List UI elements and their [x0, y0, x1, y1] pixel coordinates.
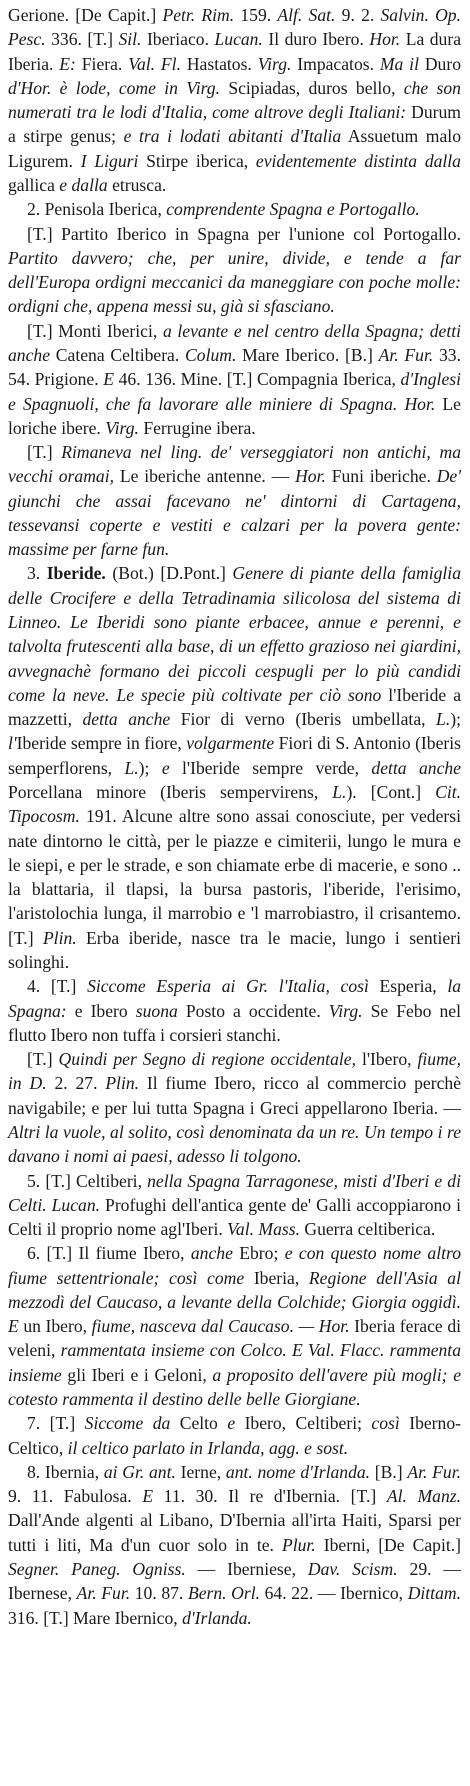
- headword: Iberide.: [46, 563, 106, 584]
- text-run: Il fiume Ibero, ricco al commercio perchè navigabile; e per lui tutta Spagna i Greci appellarono Iberia. —: [8, 1073, 462, 1118]
- text-run: Funi iberiche.: [325, 466, 437, 487]
- italic-text: Ar. Fur.: [378, 344, 434, 365]
- text-run: 7. [T.]: [27, 1413, 85, 1434]
- text-run: Iberia ferace di veleni,: [8, 1316, 462, 1361]
- italic-text: Cit. Tipocosm.: [8, 782, 461, 827]
- italic-text: e: [161, 757, 170, 778]
- text-run: (Bot.) [D.Pont.]: [105, 563, 233, 584]
- dictionary-paragraph: [8, 974, 461, 1047]
- text-run: 3.: [27, 563, 47, 584]
- text-run: Mare Iberico. [B.]: [236, 344, 379, 365]
- text-run: );: [450, 709, 461, 730]
- text-run: un Ibero,: [18, 1316, 92, 1337]
- text-run: Profughi dell'antica gente de' Galli accoppiarono i Celti il proprio nome agl'Iberi.: [8, 1194, 461, 1240]
- italic-text: Virg.: [328, 1000, 363, 1021]
- text-run: Ferrugine ibera.: [138, 417, 256, 438]
- text-run: Fior di verno (Iberis umbellata,: [170, 709, 437, 730]
- text-run: Porcellana minore (Iberis sempervirens,: [8, 782, 333, 802]
- italic-text: detta anche: [371, 757, 461, 778]
- text-run: gli Iberi e i Geloni,: [61, 1364, 213, 1385]
- text-run: Iberni, [De Capit.]: [315, 1534, 461, 1555]
- italic-text: Virg.: [257, 53, 292, 74]
- text-run: Iberia,: [244, 1267, 309, 1288]
- italic-text: Val. Mass.: [227, 1219, 300, 1240]
- text-run: 159.: [234, 5, 278, 25]
- italic-text: Val. Fl.: [128, 53, 181, 74]
- italic-text: Ar. Fur.: [76, 1583, 131, 1604]
- text-run: 2. Penisola Iberica,: [27, 199, 167, 220]
- italic-text: Virg.: [105, 417, 139, 438]
- italic-text: E: [142, 1486, 154, 1507]
- text-run: [T.] Partito Iberico in Spagna per l'unione col Portogallo.: [27, 223, 461, 244]
- text-run: Ibero, Celtiberi;: [235, 1413, 372, 1434]
- text-run: [B.]: [370, 1461, 408, 1482]
- text-run: l'Iberide a mazzetti,: [8, 684, 461, 730]
- text-run: );: [138, 757, 162, 778]
- italic-text: Bern. Orl.: [187, 1583, 261, 1604]
- text-run: Guerra celtiberica.: [299, 1219, 436, 1240]
- dictionary-paragraph: [8, 3, 461, 197]
- text-run: Catena Celtibera.: [50, 344, 186, 365]
- text-run: l'Ibero,: [355, 1049, 418, 1070]
- text-run: l'Iberide sempre verde,: [169, 757, 372, 778]
- italic-text: volgarmente: [186, 733, 275, 754]
- italic-text: Dav. Scism.: [307, 1559, 398, 1579]
- italic-text: d'Hor. è lode, come in Virg.: [8, 77, 220, 98]
- italic-text: De' giunchi che assai facevano ne' dintorni di Cartagena, tessevansi coperte e vestiti e calzari per la povera gente: massime per farne fun.: [8, 466, 461, 560]
- dictionary-paragraph: [8, 1241, 461, 1411]
- italic-text: fiume, in D.: [8, 1049, 461, 1094]
- dictionary-paragraph: [8, 1047, 461, 1168]
- text-run: [T.] Monti Iberici,: [27, 320, 163, 341]
- italic-text: Ma il: [379, 53, 419, 74]
- italic-text: e: [227, 1413, 236, 1434]
- text-run: — Iberniese,: [185, 1559, 308, 1579]
- italic-text: così: [371, 1413, 400, 1434]
- italic-text: L.: [436, 709, 451, 730]
- italic-text: suona: [135, 1000, 178, 1021]
- italic-text: Lucan.: [214, 29, 263, 50]
- italic-text: detta anche: [82, 709, 171, 730]
- text-run: 336. [T.]: [45, 29, 119, 50]
- text-run: Scipiadas, duros bello,: [220, 77, 404, 98]
- text-run: Gerione. [De Capit.]: [8, 5, 163, 25]
- italic-text: Ar. Fur.: [407, 1461, 461, 1482]
- text-run: Erba iberide, nasce tra le macie, lungo i sentieri solinghi.: [8, 927, 461, 972]
- dictionary-paragraph: [8, 1411, 461, 1460]
- italic-text: e con questo nome altro fiume settentrionale; così come: [8, 1243, 461, 1288]
- text-run: Dall'Ande algenti al Libano, D'Ibernia all'irta Haiti, Sparsi per tutti i liti, Ma d'un cuor solo in te.: [8, 1510, 461, 1555]
- text-run: [T.]: [27, 1049, 59, 1070]
- italic-text: L.: [124, 757, 139, 778]
- text-run: 8. Ibernia,: [27, 1461, 104, 1482]
- text-run: Duro: [418, 53, 461, 74]
- italic-text: anche: [190, 1243, 233, 1264]
- italic-text: L.: [332, 782, 347, 802]
- text-run: 4. [T.]: [27, 976, 88, 997]
- dictionary-paragraph: [8, 440, 461, 561]
- italic-text: comprendente Spagna e Portogallo.: [166, 199, 420, 220]
- italic-text: I Liguri: [80, 150, 139, 171]
- text-run: Stirpe iberica,: [138, 150, 256, 171]
- text-run: Fiori di S. Antonio (Iberis semperflorens,: [8, 733, 461, 778]
- italic-text: evidentemente distinta dalla: [255, 150, 461, 171]
- text-run: Fiera.: [75, 53, 129, 74]
- italic-text: la Spagna:: [8, 976, 462, 1021]
- dictionary-paragraph: [8, 1169, 461, 1242]
- italic-text: nella Spagna Tarragonese, misti d'Iberi e di Celti. Lucan.: [8, 1170, 461, 1215]
- text-run: 11. 30. Il re d'Ibernia. [T.]: [153, 1486, 387, 1507]
- text-run: Le loriche ibere.: [8, 393, 461, 438]
- italic-text: Partito davvero; che, per unire, divide, e tende a far dell'Europa ordigni meccanici da maneggiare con poche molle: ordigni che, appena messi su, già si sfasciano.: [8, 247, 461, 317]
- italic-text: Hor.: [295, 466, 326, 487]
- text-run: La dura Iberia.: [8, 29, 462, 74]
- italic-text: ai Gr. ant.: [103, 1461, 176, 1482]
- italic-text: Sil.: [118, 29, 142, 50]
- text-run: Ebro;: [232, 1243, 285, 1264]
- text-run: Iberiaco.: [141, 29, 215, 50]
- italic-text: a levante e nel centro della Spagna; detti anche: [8, 320, 461, 365]
- text-run: Le iberiche antenne. —: [113, 466, 296, 487]
- italic-text: fiume, nasceva dal Caucaso. — Hor.: [91, 1316, 350, 1337]
- dictionary-paragraph: [8, 561, 461, 974]
- text-run: 46. 136. Mine. [T.] Compagnia Iberica,: [114, 369, 401, 390]
- italic-text: d'Irlanda.: [182, 1607, 252, 1628]
- text-run: 2. 27.: [46, 1073, 106, 1094]
- italic-text: Siccome Esperia ai Gr. l'Italia, così: [87, 976, 369, 997]
- text-run: etrusca.: [107, 174, 167, 195]
- text-run: 29. — Ibernese,: [8, 1559, 461, 1604]
- italic-text: Regione dell'Asia al mezzodì del Caucaso, a levante della Colchide; Giorgia oggidì. E: [8, 1267, 461, 1337]
- italic-text: Quindi per Segno di regione occidentale,: [58, 1049, 356, 1070]
- text-run: Assuetum malo Ligurem.: [8, 126, 461, 171]
- italic-text: ant. nome d'Irlanda.: [225, 1461, 371, 1482]
- italic-text: Rimaneva nel ling. de' verseggiatori non antichi, ma vecchi oramai,: [8, 442, 461, 487]
- text-run: 33. 54. Prigione.: [8, 344, 462, 390]
- italic-text: Altri la vuole, al solito, così denominata da un re. Un tempo i re davano i nomi ai paesi, adesso li tolgono.: [8, 1121, 461, 1167]
- italic-text: a proposito dell'avere più mogli; e cotesto rammenta il destino delle belle Giorgiane.: [8, 1364, 461, 1410]
- italic-text: Siccome da: [84, 1413, 171, 1434]
- italic-text: rammentata insieme con Colco. E Val. Flacc. rammenta insieme: [8, 1340, 461, 1385]
- italic-text: e tra i lodati abitanti d'Italia: [123, 126, 342, 147]
- italic-text: Genere di piante della famiglia delle Crocifere e della Tetradinamia silicolosa del sistema di Linneo. Le Iberidi sono piante erbacee, annue e perenni, e talvolta frutescenti alla base, di un effetto grazioso nei giardini, avvegnachè formano dei piccoli cespugli per lo più candidi come la neve. Le specie più coltivate per ciò sono: [8, 563, 461, 705]
- text-run: Posto a occidente.: [177, 1000, 329, 1021]
- italic-text: Hor.: [369, 29, 401, 50]
- text-run: 10. 87.: [130, 1583, 188, 1604]
- italic-text: Plin.: [42, 927, 77, 948]
- dictionary-paragraph: [8, 222, 461, 319]
- text-run: 316. [T.] Mare Ibernico,: [8, 1607, 183, 1628]
- italic-text: d'Inglesi e Spagnuoli, che fa lavorare alle miniere di Spagna. Hor.: [8, 369, 461, 414]
- text-run: Il duro Ibero.: [262, 29, 370, 50]
- text-run: 9. 11. Fabulosa.: [8, 1486, 143, 1507]
- text-run: Hastatos.: [180, 53, 258, 74]
- italic-text: Salvin. Op. Pesc.: [8, 5, 461, 50]
- text-run: 64. 22. — Ibernico,: [260, 1583, 408, 1604]
- dictionary-paragraph: [8, 319, 461, 440]
- text-run: e Ibero: [66, 1000, 136, 1021]
- text-run: Impacatos.: [291, 53, 380, 74]
- italic-text: che son numerati tra le lodi d'Italia, come altrove degli Italiani:: [8, 77, 461, 123]
- text-run: Iberno-Celtico,: [8, 1413, 461, 1458]
- italic-text: Dittam.: [407, 1583, 461, 1604]
- text-run: Se Febo nel flutto Ibero non tuffa i corsieri stanchi.: [8, 1000, 461, 1045]
- text-run: 5. [T.] Celtiberi,: [27, 1170, 148, 1191]
- text-run: Celto: [170, 1413, 228, 1434]
- text-run: gallica: [8, 174, 60, 195]
- italic-text: Al. Manz.: [386, 1486, 461, 1507]
- text-run: Ierne,: [175, 1461, 226, 1482]
- italic-text: Alf. Sat.: [277, 5, 336, 25]
- dictionary-paragraph: [8, 197, 461, 221]
- text-run: [T.]: [27, 442, 62, 463]
- italic-text: e dalla: [59, 174, 108, 195]
- text-run: 191. Alcune altre sono assai conosciute, per vedersi nate dintorno le città, per le piazze e cimiterii, lungo le mura e le siepi, e per le strade, e son chiamate erbe di macerie, e sono .. la blattaria, il tlapsi, la bursa pastoris, l'iberide, l'erisimo, l'aristolochia lunga, il marrobio e 'l marrobiastro, il crisantemo. [T.]: [8, 806, 461, 948]
- italic-text: Segner. Paneg. Ogniss.: [8, 1559, 186, 1579]
- italic-text: E:: [59, 53, 76, 74]
- text-run: Esperia,: [368, 976, 448, 997]
- text-run: ). [Cont.]: [346, 782, 436, 802]
- italic-text: Colum.: [185, 344, 237, 365]
- italic-text: Plin.: [105, 1073, 140, 1094]
- italic-text: Plur.: [281, 1534, 316, 1555]
- italic-text: E: [103, 369, 114, 390]
- text-run: Iberide sempre in fiore,: [16, 733, 187, 754]
- italic-text: Petr. Rim.: [162, 5, 235, 25]
- text-run: Durum a stirpe genus;: [8, 102, 461, 147]
- text-run: 9. 2.: [335, 5, 381, 25]
- italic-text: il celtico parlato in Irlanda, agg. e sost.: [67, 1437, 349, 1458]
- dictionary-paragraph: [8, 1460, 461, 1630]
- text-run: 6. [T.] Il fiume Ibero,: [27, 1243, 191, 1264]
- italic-text: l': [8, 733, 17, 754]
